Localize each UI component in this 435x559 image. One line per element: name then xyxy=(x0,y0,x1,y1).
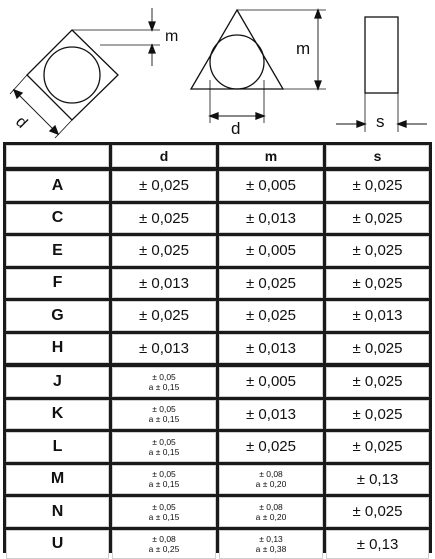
row-label: N xyxy=(6,497,109,527)
column-header xyxy=(6,145,109,167)
row-label: H xyxy=(6,334,109,364)
tolerance-line: a ± 0,38 xyxy=(256,544,287,554)
cell-s: ± 0,025 xyxy=(326,204,429,234)
table-row xyxy=(6,432,429,462)
tolerance-line: ± 0,05 xyxy=(152,502,176,512)
square-insert-diagram xyxy=(10,8,160,138)
tolerance-line: ± 0,05 xyxy=(152,469,176,479)
cell-d: ± 0,025 xyxy=(112,204,216,234)
tolerance-line: ± 0,08 xyxy=(259,502,283,512)
cell-m xyxy=(219,530,323,559)
cell-m xyxy=(219,497,323,527)
tolerance-line: ± 0,05 xyxy=(152,404,176,414)
row-label: G xyxy=(6,301,109,331)
tolerance-line: a ± 0,15 xyxy=(149,479,180,489)
tolerance-table xyxy=(3,142,432,553)
tolerance-line: a ± 0,15 xyxy=(149,512,180,522)
table-row xyxy=(6,301,429,331)
cell-d xyxy=(112,400,216,430)
cell-d: ± 0,025 xyxy=(112,171,216,201)
row-label: K xyxy=(6,400,109,430)
cell-s: ± 0,025 xyxy=(326,400,429,430)
table-row xyxy=(6,400,429,430)
tolerance-line: ± 0,05 xyxy=(152,437,176,447)
row-label: F xyxy=(6,269,109,299)
cell-d: ± 0,025 xyxy=(112,301,216,331)
cell-m: ± 0,025 xyxy=(219,432,323,462)
square-m-label: m xyxy=(165,28,178,45)
cell-m: ± 0,025 xyxy=(219,301,323,331)
column-header: s xyxy=(326,145,429,167)
row-label: C xyxy=(6,204,109,234)
cell-m: ± 0,013 xyxy=(219,204,323,234)
row-label: M xyxy=(6,465,109,495)
table-row xyxy=(6,334,429,364)
cell-s: ± 0,025 xyxy=(326,269,429,299)
cell-s: ± 0,025 xyxy=(326,497,429,527)
cell-d: ± 0,013 xyxy=(112,269,216,299)
cell-d xyxy=(112,432,216,462)
cell-s: ± 0,025 xyxy=(326,334,429,364)
cell-m: ± 0,005 xyxy=(219,236,323,266)
cell-d: ± 0,013 xyxy=(112,334,216,364)
cell-m xyxy=(219,465,323,495)
cell-d: ± 0,025 xyxy=(112,236,216,266)
table-row xyxy=(6,465,429,495)
tolerance-diagrams xyxy=(0,0,435,142)
cell-s: ± 0,13 xyxy=(326,465,429,495)
row-label: E xyxy=(6,236,109,266)
row-label: J xyxy=(6,367,109,397)
tolerance-line: a ± 0,15 xyxy=(149,447,180,457)
cell-s: ± 0,025 xyxy=(326,236,429,266)
tolerance-line: ± 0,13 xyxy=(259,534,283,544)
cell-d xyxy=(112,465,216,495)
cell-d xyxy=(112,367,216,397)
table-row xyxy=(6,497,429,527)
tolerance-line: a ± 0,15 xyxy=(149,382,180,392)
tolerance-line: ± 0,08 xyxy=(152,534,176,544)
column-header: d xyxy=(112,145,216,167)
table-row xyxy=(6,236,429,266)
table-header-row xyxy=(6,145,429,167)
square-d-label: d xyxy=(12,113,30,131)
triangle-m-label: m xyxy=(296,39,310,58)
cell-d xyxy=(112,497,216,527)
tolerance-line: a ± 0,25 xyxy=(149,544,180,554)
row-label: L xyxy=(6,432,109,462)
tolerance-line: a ± 0,15 xyxy=(149,414,180,424)
tolerance-line: a ± 0,20 xyxy=(256,512,287,522)
cell-s: ± 0,025 xyxy=(326,171,429,201)
cell-d xyxy=(112,530,216,559)
table-row xyxy=(6,367,429,397)
triangle-d-label: d xyxy=(231,119,240,138)
cell-s: ± 0,13 xyxy=(326,530,429,559)
tolerance-line: ± 0,05 xyxy=(152,372,176,382)
cell-s: ± 0,025 xyxy=(326,367,429,397)
table-row xyxy=(6,171,429,201)
cell-s: ± 0,013 xyxy=(326,301,429,331)
tolerance-line: a ± 0,20 xyxy=(256,479,287,489)
table-row xyxy=(6,530,429,559)
row-label: U xyxy=(6,530,109,559)
column-header: m xyxy=(219,145,323,167)
cell-s: ± 0,025 xyxy=(326,432,429,462)
cell-m: ± 0,025 xyxy=(219,269,323,299)
tolerance-line: ± 0,08 xyxy=(259,469,283,479)
row-label: A xyxy=(6,171,109,201)
side-s-label: s xyxy=(376,112,385,131)
cell-m: ± 0,005 xyxy=(219,367,323,397)
cell-m: ± 0,005 xyxy=(219,171,323,201)
triangle-insert-diagram xyxy=(191,10,326,123)
cell-m: ± 0,013 xyxy=(219,400,323,430)
table-row xyxy=(6,269,429,299)
table-row xyxy=(6,204,429,234)
cell-m: ± 0,013 xyxy=(219,334,323,364)
